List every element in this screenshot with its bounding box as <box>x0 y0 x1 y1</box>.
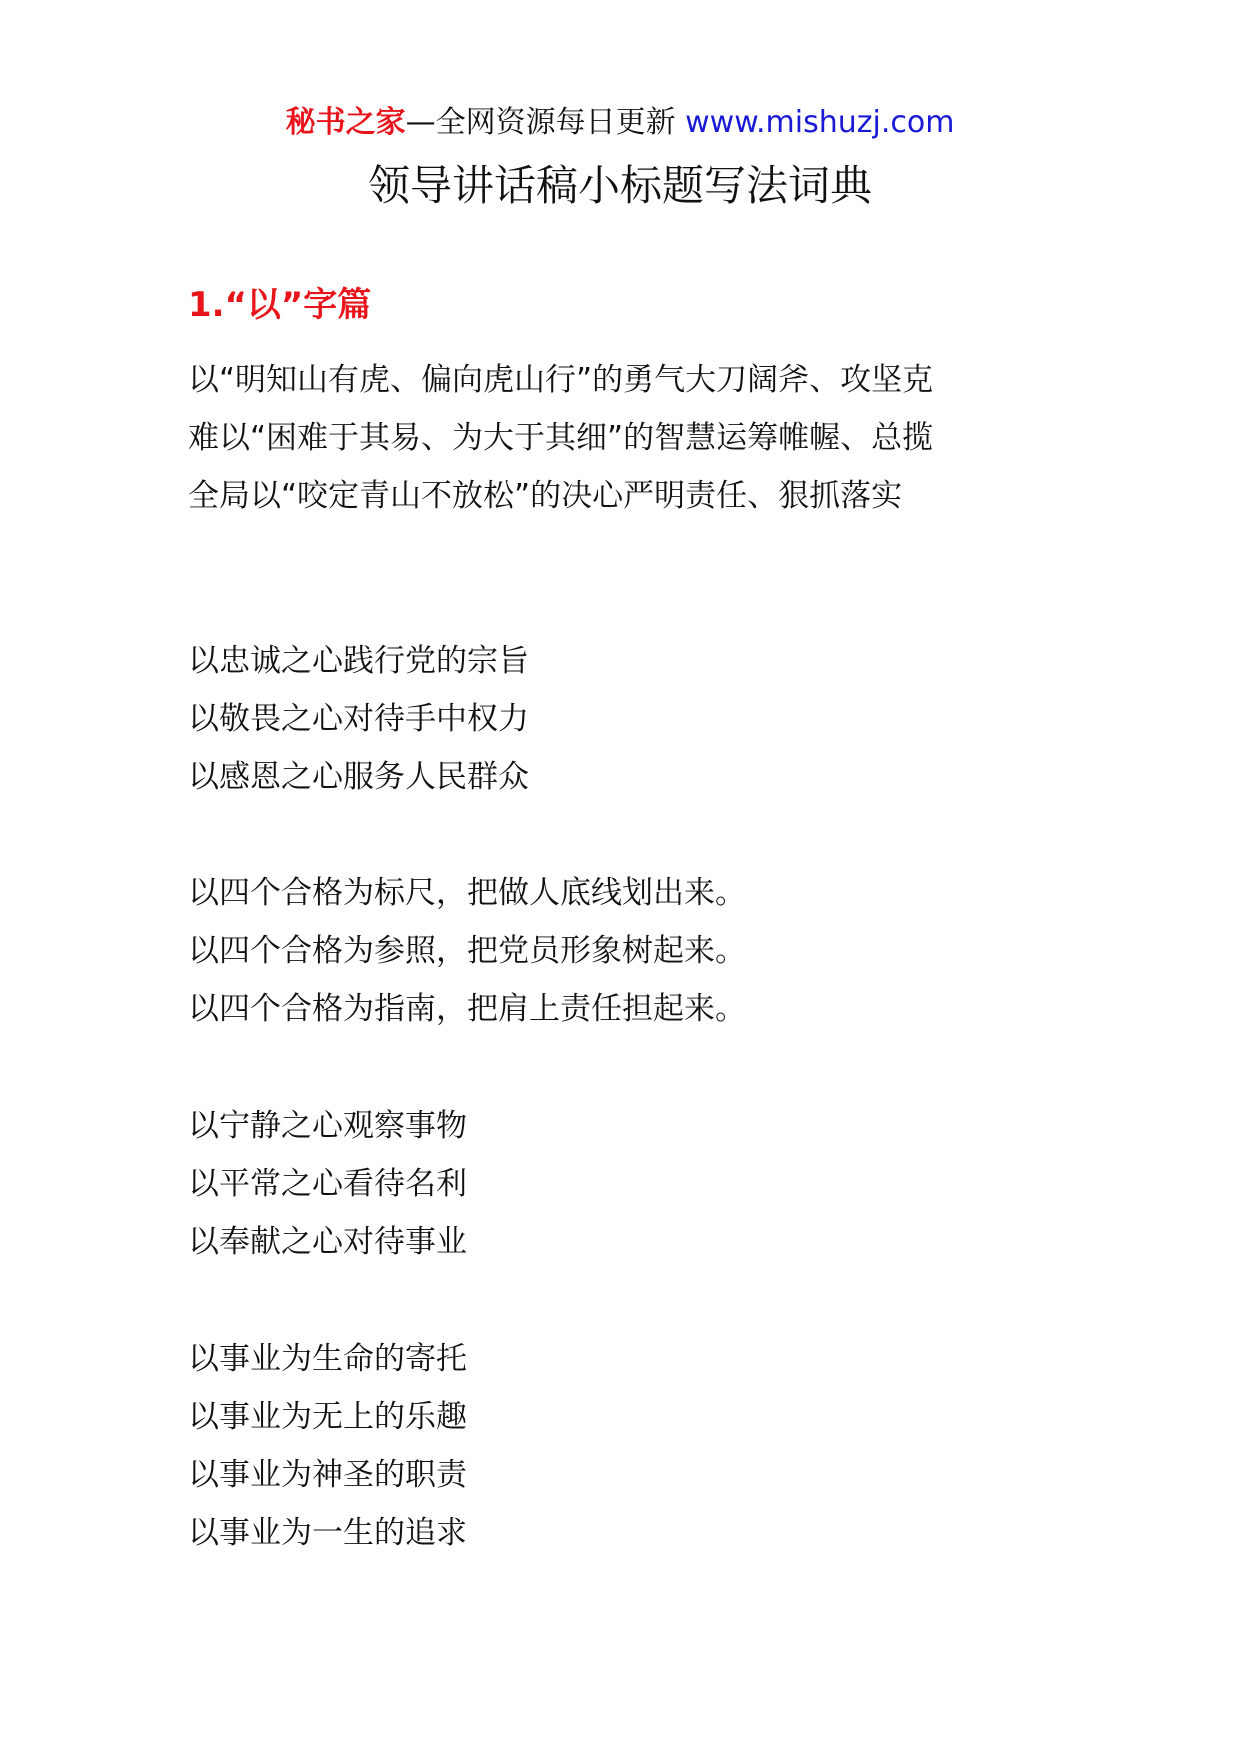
paragraph-line: 以“明知山有虎、偏向虎山行”的勇气大刀阔斧、攻坚克 <box>188 362 934 398</box>
paragraph-line: 全局以“咬定青山不放松”的决心严明责任、狠抓落实 <box>188 478 903 514</box>
paragraph-line: 以四个合格为参照，把党员形象树起来。 <box>188 933 746 969</box>
section-heading: 1.“以”字篇 <box>188 285 372 325</box>
paragraph-line: 以感恩之心服务人民群众 <box>188 759 529 795</box>
paragraph-line: 以宁静之心观察事物 <box>188 1108 467 1144</box>
site-brand: 秘书之家 <box>285 105 406 140</box>
paragraph-line: 以事业为无上的乐趣 <box>188 1399 467 1435</box>
paragraph-line: 以敬畏之心对待手中权力 <box>188 701 529 737</box>
paragraph-5 <box>188 1330 1068 1562</box>
paragraph-line: 以平常之心看待名利 <box>188 1166 467 1202</box>
paragraph-line: 以四个合格为标尺，把做人底线划出来。 <box>188 875 746 911</box>
paragraph-line: 以忠诚之心践行党的宗旨 <box>188 643 529 679</box>
paragraph-1 <box>188 351 1068 525</box>
site-header <box>0 103 1240 143</box>
site-tagline: —全网资源每日更新 <box>405 105 686 140</box>
paragraph-3 <box>188 864 1068 1038</box>
paragraph-line: 以事业为生命的寄托 <box>188 1341 467 1377</box>
paragraph-line: 以事业为神圣的职责 <box>188 1457 467 1493</box>
paragraph-2 <box>188 632 1068 806</box>
paragraph-line: 以事业为一生的追求 <box>188 1515 467 1551</box>
paragraph-line: 难以“困难于其易、为大于其细”的智慧运筹帷幄、总揽 <box>188 420 934 456</box>
paragraph-line: 以奉献之心对待事业 <box>188 1224 467 1260</box>
paragraph-4 <box>188 1097 1068 1271</box>
document-title: 领导讲话稿小标题写法词典 <box>367 161 872 210</box>
site-url-link[interactable]: www.mishuzj.com <box>685 105 955 140</box>
paragraph-line: 以四个合格为指南，把肩上责任担起来。 <box>188 991 746 1027</box>
